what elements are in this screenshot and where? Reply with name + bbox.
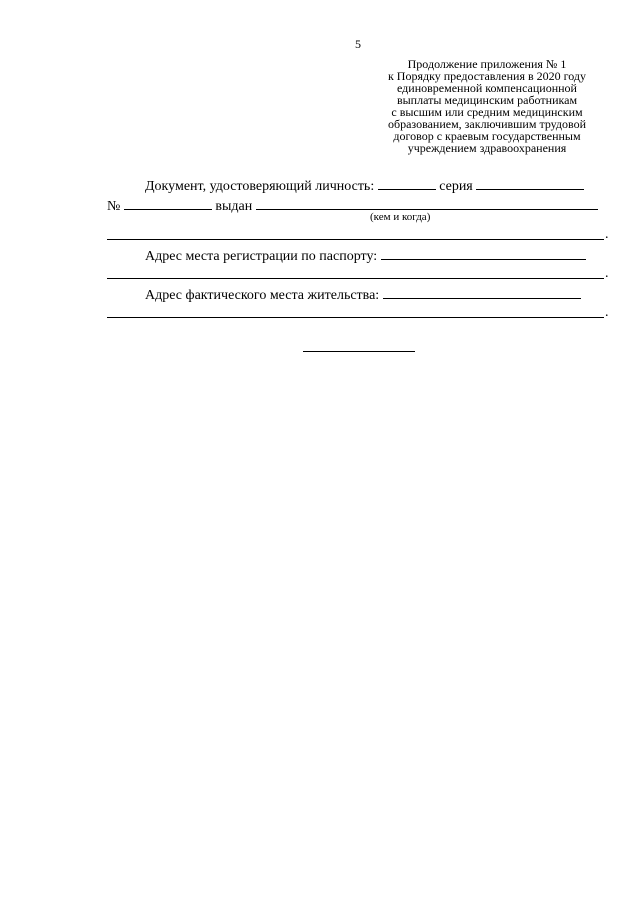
document-line bbox=[107, 176, 610, 196]
issued-continuation-field[interactable] bbox=[107, 238, 604, 240]
line-end-dot: . bbox=[605, 305, 609, 320]
appendix-header-line: договор с краевым государственным bbox=[393, 129, 581, 143]
number-field[interactable] bbox=[124, 196, 212, 210]
appendix-header-line: с высшим или средним медицинским bbox=[391, 105, 583, 119]
line-end-dot: . bbox=[605, 227, 609, 242]
series-field[interactable] bbox=[476, 176, 584, 190]
issued-caption: (кем и когда) bbox=[370, 211, 431, 223]
registration-label: Адрес места регистрации по паспорту: bbox=[145, 249, 378, 264]
appendix-header-line: образованием, заключившим трудовой bbox=[387, 117, 587, 131]
residence-label: Адрес фактического места жительства: bbox=[145, 288, 380, 303]
residence-field[interactable] bbox=[383, 285, 581, 299]
appendix-header-line: выплаты медицинским работникам bbox=[396, 93, 578, 107]
issued-label: выдан bbox=[215, 199, 253, 214]
end-divider bbox=[303, 350, 415, 352]
issued-field[interactable] bbox=[256, 196, 598, 210]
appendix-header bbox=[370, 58, 604, 154]
residence-continuation-field[interactable] bbox=[107, 316, 604, 318]
registration-line bbox=[107, 246, 610, 266]
appendix-header-line: единовременной компенсационной bbox=[397, 81, 577, 95]
series-label: серия bbox=[439, 179, 473, 194]
registration-field[interactable] bbox=[381, 246, 586, 260]
registration-continuation-field[interactable] bbox=[107, 277, 604, 279]
document-type-field[interactable] bbox=[378, 176, 436, 190]
appendix-header-line: Продолжение приложения № 1 bbox=[407, 57, 567, 71]
residence-line bbox=[107, 285, 610, 305]
appendix-header-line: учреждением здравоохранения bbox=[407, 141, 567, 155]
page-number: 5 bbox=[355, 37, 361, 51]
document-label: Документ, удостоверяющий личность: bbox=[145, 179, 375, 194]
number-line bbox=[107, 196, 610, 216]
line-end-dot: . bbox=[605, 266, 609, 281]
appendix-header-line: к Порядку предоставления в 2020 году bbox=[387, 69, 587, 83]
number-label: № bbox=[107, 199, 121, 214]
